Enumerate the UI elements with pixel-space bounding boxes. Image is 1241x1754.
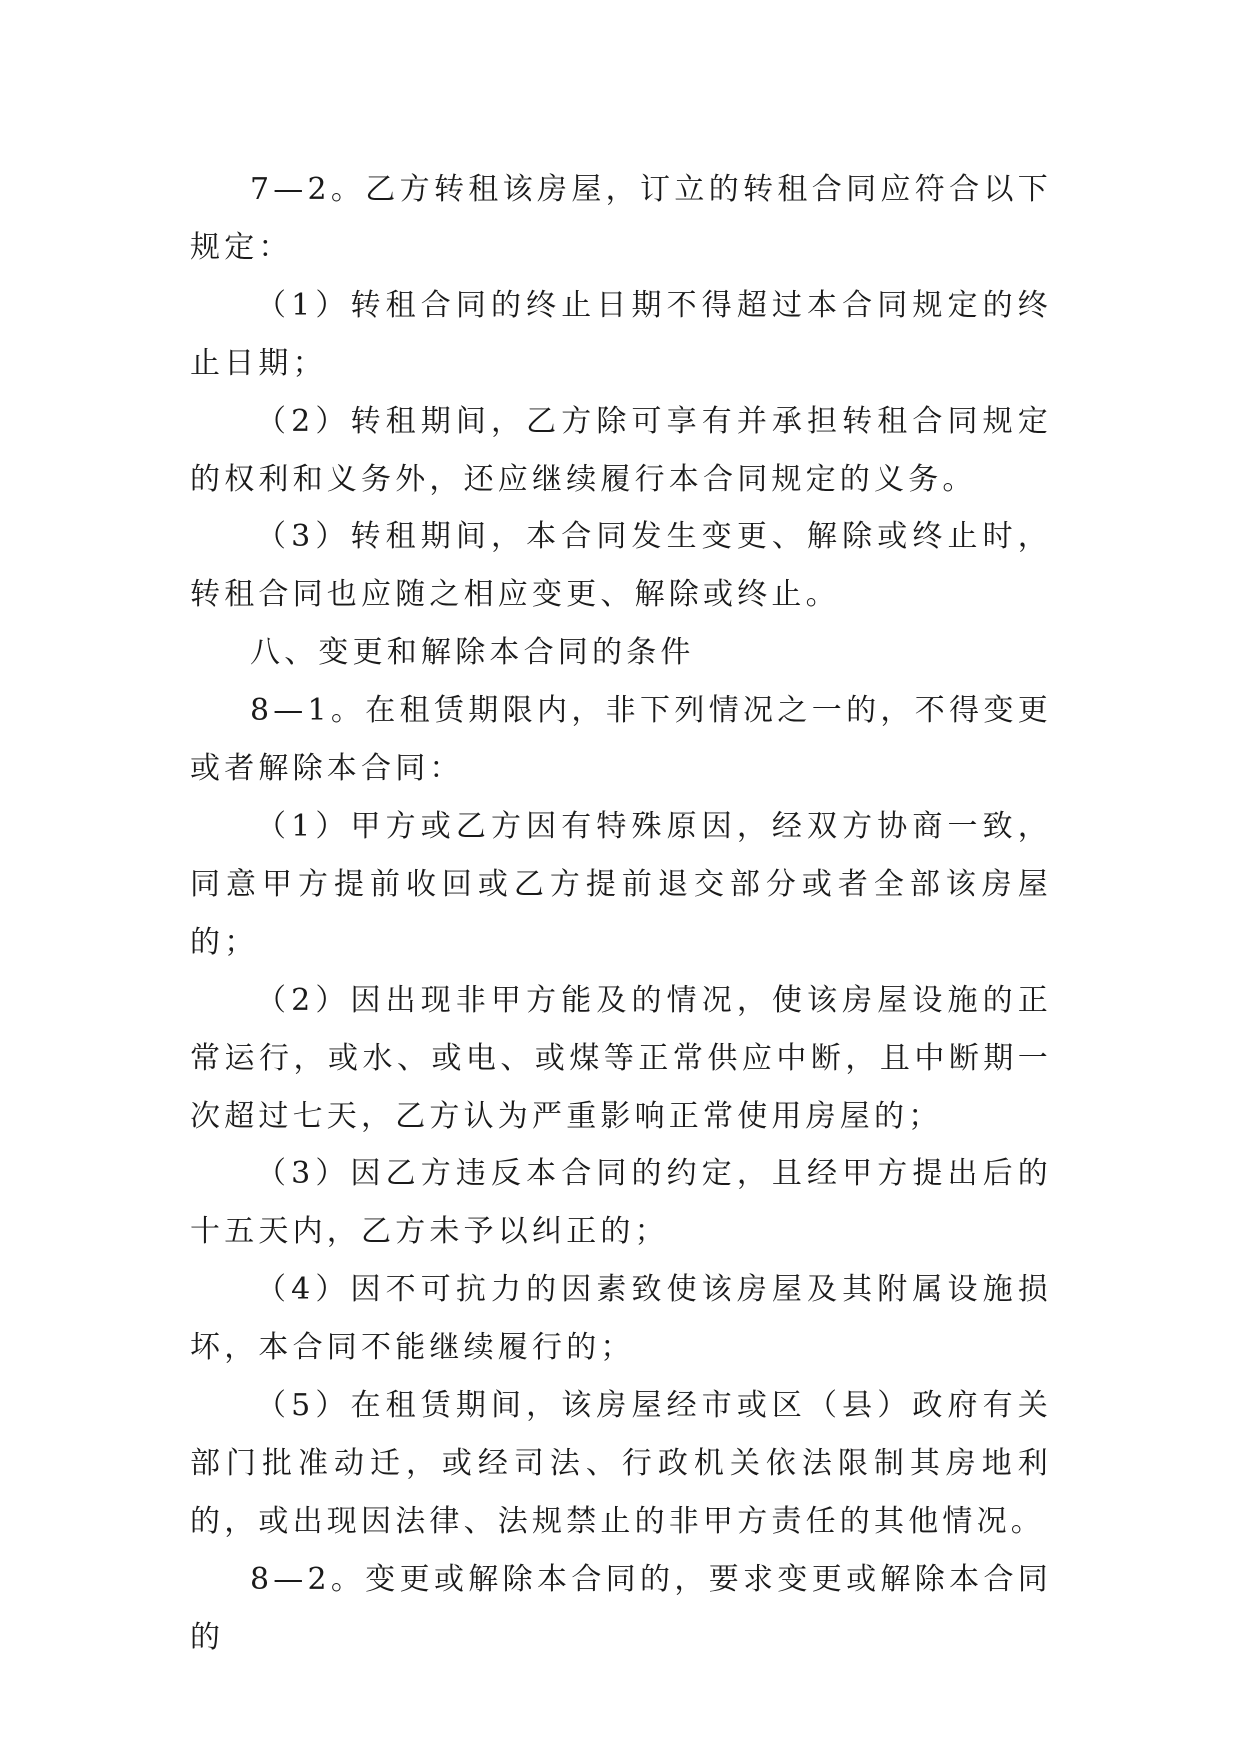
paragraph-7-2-item-1: （1）转租合同的终止日期不得超过本合同规定的终止日期； <box>190 287 1052 381</box>
paragraph-7-2-item-2: （2）转租期间，乙方除可享有并承担转租合同规定的权利和义务外，还应继续履行本合同规定的义务。 <box>190 403 1052 497</box>
paragraph-8-1-item-2: （2）因出现非甲方能及的情况，使该房屋设施的正常运行，或水、或电、或煤等正常供应中断，且中断期一次超过七天，乙方认为严重影响正常使用房屋的； <box>190 982 1052 1134</box>
paragraph-8-1-item-5: （5）在租赁期间，该房屋经市或区（县）政府有关部门批准动迁，或经司法、行政机关依法限制其房地利的，或出现因法律、法规禁止的非甲方责任的其他情况。 <box>190 1388 1052 1539</box>
paragraph-8-1-item-1: （1）甲方或乙方因有特殊原因，经双方协商一致，同意甲方提前收回或乙方提前退交部分或者全部该房屋的； <box>190 808 1052 960</box>
paragraph-8-1: 8—1。在租赁期限内，非下列情况之一的，不得变更或者解除本合同： <box>190 693 1052 787</box>
paragraph-7-2: 7—2。乙方转租该房屋，订立的转租合同应符合以下规定： <box>190 172 1052 265</box>
paragraph-7-2-item-3: （3）转租期间，本合同发生变更、解除或终止时，转租合同也应随之相应变更、解除或终止。 <box>190 519 1052 613</box>
document-body <box>190 161 1052 1667</box>
paragraph-8-1-item-3: （3）因乙方违反本合同的约定，且经甲方提出后的十五天内，乙方未予以纠正的； <box>190 1156 1052 1250</box>
paragraph-8-1-item-4: （4）因不可抗力的因素致使该房屋及其附属设施损坏，本合同不能继续履行的； <box>190 1272 1052 1366</box>
section-heading-8: 八、变更和解除本合同的条件 <box>250 635 695 671</box>
paragraph-8-2: 8—2。变更或解除本合同的，要求变更或解除本合同的 <box>190 1561 1052 1655</box>
